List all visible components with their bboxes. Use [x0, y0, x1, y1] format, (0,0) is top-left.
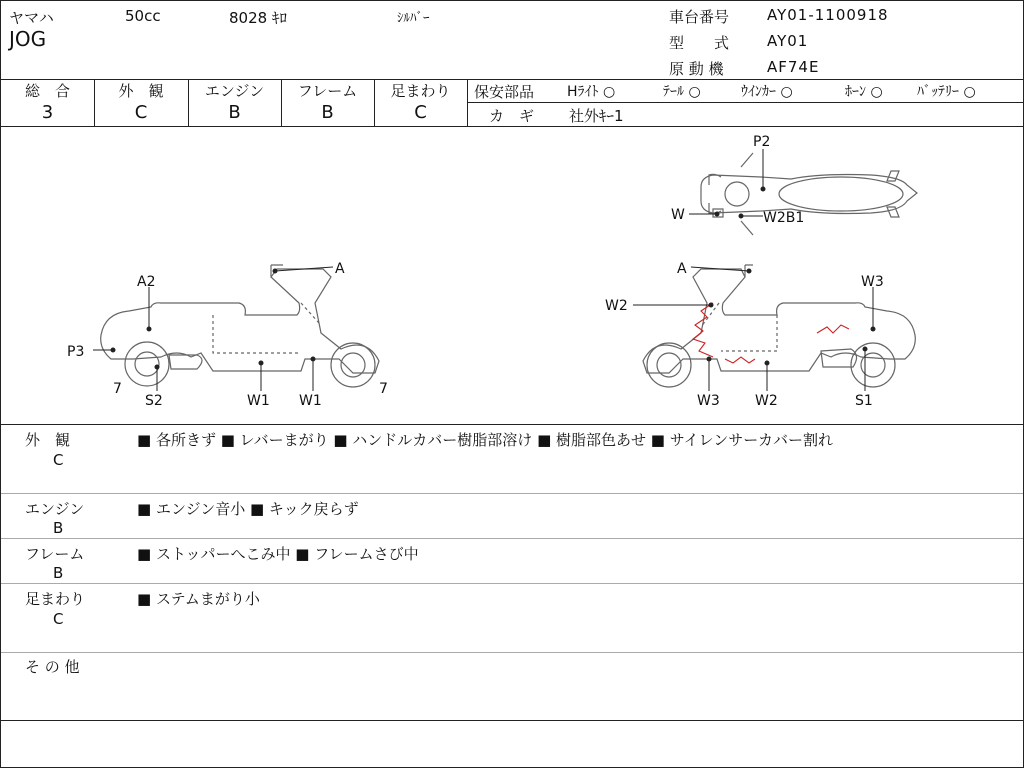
safety-item-headlight — [567, 81, 615, 101]
label-right-w2: W2 — [605, 298, 628, 314]
scooter-top-view — [701, 153, 917, 235]
safety-item-tail — [663, 81, 701, 101]
grade-frame-value: B — [321, 102, 334, 123]
engine-label: 原 動 機 — [669, 60, 724, 78]
safety-item-winker — [741, 81, 793, 101]
note-engine-grade: B — [53, 519, 64, 537]
safety-item-name: ｳｲﾝｶｰ — [741, 84, 776, 100]
key-value: 社外ｷｰ1 — [569, 107, 624, 125]
safety-item-battery — [917, 81, 976, 101]
label-top-w: W — [671, 207, 685, 223]
note-exterior-label: 外 観 — [25, 431, 71, 449]
displacement: 50cc — [125, 7, 161, 25]
grade-engine-value: B — [228, 102, 241, 123]
note-divider — [1, 652, 1023, 653]
label-left-7a: 7 — [113, 381, 122, 397]
safety-item-name: Hﾗｲﾄ — [567, 84, 599, 100]
mileage: 8028 ｷﾛ — [229, 9, 287, 27]
note-exterior-grade: C — [53, 451, 64, 469]
note-frame-items: ■ ストッパーへこみ中 ■ フレームさび中 — [137, 545, 419, 563]
frame-no-label: 車台番号 — [669, 8, 730, 26]
safety-item-name: ﾎｰﾝ — [845, 84, 866, 100]
damage-marks — [693, 303, 849, 363]
note-suspension-items: ■ ステムまがり小 — [137, 590, 260, 608]
grade-exterior-label: 外 観 — [118, 82, 164, 100]
grade-frame-label: フレーム — [297, 82, 358, 100]
safety-divider — [468, 102, 1023, 103]
safety-item-mark: ○ — [688, 84, 701, 100]
label-top-w2b1: W2B1 — [763, 210, 805, 226]
note-engine-items: ■ エンジン音小 ■ キック戻らず — [137, 500, 359, 518]
key-label: カ ギ — [489, 107, 535, 125]
color: ｼﾙﾊﾞｰ — [397, 11, 430, 26]
label-left-p3: P3 — [67, 344, 85, 360]
scooter-diagram — [1, 127, 1023, 424]
safety-item-mark: ○ — [780, 84, 793, 100]
note-frame-label: フレーム — [25, 545, 85, 563]
note-suspension-label: 足まわり — [25, 590, 86, 608]
label-right-a: A — [677, 261, 687, 277]
model-name: JOG — [9, 27, 47, 51]
label-right-w2b: W2 — [755, 393, 778, 409]
label-right-w3: W3 — [861, 274, 884, 290]
grade-exterior-value: C — [134, 102, 148, 123]
safety-item-name: ﾊﾞｯﾃﾘｰ — [917, 84, 959, 100]
note-frame-grade: B — [53, 564, 64, 582]
safety-item-name: ﾃｰﾙ — [663, 84, 684, 100]
label-left-w1b: W1 — [299, 393, 322, 409]
type-label: 型 式 — [669, 34, 730, 52]
note-other-label: そ の 他 — [25, 658, 80, 676]
note-divider — [1, 538, 1023, 539]
note-suspension-grade: C — [53, 610, 64, 628]
label-right-w3b: W3 — [697, 393, 720, 409]
note-engine-label: エンジン — [25, 500, 85, 518]
safety-item-mark: ○ — [963, 84, 976, 100]
grade-total-value: 3 — [41, 102, 54, 123]
grade-engine-label: エンジン — [204, 82, 265, 100]
safety-item-mark: ○ — [602, 84, 616, 100]
grade-suspension-label: 足まわり — [390, 82, 451, 100]
label-left-w1a: W1 — [247, 393, 270, 409]
safety-label: 保安部品 — [474, 83, 535, 101]
maker: ヤマハ — [9, 9, 54, 27]
notes-top-line — [1, 424, 1023, 425]
label-left-s2: S2 — [145, 393, 163, 409]
label-left-a2: A2 — [137, 274, 156, 290]
frame-no-value: AY01-1100918 — [767, 6, 889, 24]
grade-suspension-value: C — [414, 102, 427, 123]
note-divider — [1, 493, 1023, 494]
safety-item-horn — [845, 81, 883, 101]
type-value: AY01 — [767, 32, 809, 50]
note-exterior-items: ■ 各所きず ■ レバーまがり ■ ハンドルカバー樹脂部溶け ■ 樹脂部色あせ ■ サイレンサーカバー割れ — [137, 431, 834, 449]
engine-value: AF74E — [767, 58, 820, 76]
safety-item-mark: ○ — [870, 84, 883, 100]
label-left-a: A — [335, 261, 345, 277]
label-left-7b: 7 — [379, 381, 388, 397]
grade-total-label: 総 合 — [24, 82, 70, 100]
label-top-p2: P2 — [753, 134, 771, 150]
label-right-s1: S1 — [855, 393, 873, 409]
notes-bottom-line — [1, 720, 1023, 721]
note-divider — [1, 583, 1023, 584]
